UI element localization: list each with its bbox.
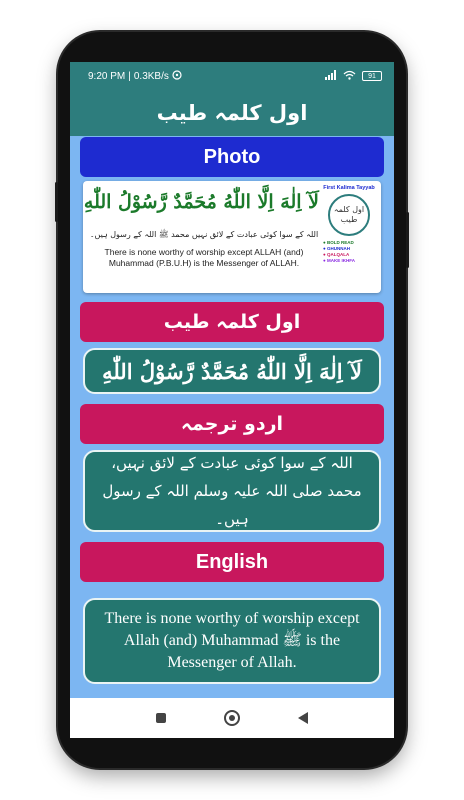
urdu-header (80, 404, 384, 444)
battery-icon (362, 71, 382, 81)
back-button[interactable] (298, 712, 308, 724)
photo-header-label: Photo (203, 145, 261, 168)
app-screen (70, 62, 394, 738)
legend-item: ● MAKE IKHFA (323, 258, 355, 263)
kalima-header-label: اول کلمہ طیب (163, 311, 301, 333)
legend-item: ● QALQALA (323, 252, 350, 257)
app-title: اول کلمہ طیب (156, 101, 308, 125)
photo-side-title: First Kalima Tayyab (323, 185, 375, 191)
urdu-card (83, 450, 381, 532)
kalima-header (80, 302, 384, 342)
urdu-translation: اللہ کے سوا کوئی عبادت کے لائق نہیں، محمد صلی اللہ علیہ وسلم اللہ کے رسول ہیں۔ (102, 454, 362, 528)
photo-side-panel (321, 185, 377, 289)
photo-side-badge-text: اول کلمہ طیب (333, 205, 365, 224)
urdu-header-label: اردو ترجمہ (180, 413, 284, 435)
english-header (80, 542, 384, 582)
photo-arabic-text: لَآ اِلٰهَ اِلَّا اللّٰهُ مُحَمَّدٌ رَّسُوْلُ اللّٰهِ (83, 191, 319, 213)
whatsapp-icon (172, 70, 182, 83)
photo-header (80, 137, 384, 177)
signal-icon (325, 70, 337, 83)
legend-item: ● GHUNNAH (323, 246, 350, 251)
network-speed: 0.3KB/s (133, 70, 169, 82)
kalima-card (83, 348, 381, 394)
power-button (406, 212, 409, 268)
recents-button[interactable] (156, 713, 166, 723)
photo-english-text: There is none worthy of worship except ALLAH (and) Muhammad (P.B.U.H) is the Messenger of ALLAH. (104, 247, 304, 268)
kalima-text: لَآ اِلٰهَ اِلَّا اللّٰهُ مُحَمَّدٌ رَّسُوْلُ اللّٰهِ (102, 358, 362, 384)
volume-button (55, 182, 58, 222)
status-time: 9:20 PM (88, 70, 126, 82)
battery-level: 91 (368, 72, 376, 80)
wifi-icon (343, 70, 356, 83)
photo-side-badge (328, 194, 370, 236)
home-dot-icon (229, 715, 235, 721)
english-card (83, 598, 381, 684)
english-translation: There is none worthy of worship except Allah (and) Muhammad ﷺ is the Messenger of Allah. (104, 610, 360, 671)
home-button[interactable] (224, 710, 240, 726)
english-header-label: English (195, 550, 269, 573)
scroll-content[interactable] (70, 136, 394, 698)
status-bar (70, 62, 394, 90)
kalima-photo[interactable] (83, 181, 381, 293)
app-bar (70, 90, 394, 136)
nav-bar (70, 698, 394, 738)
photo-urdu-text: اللہ کے سوا کوئی عبادت کے لائق نہیں محمد ﷺ اللہ کے رسول ہیں۔ (89, 230, 319, 239)
photo-legend (321, 240, 377, 264)
separator: | (128, 70, 131, 82)
legend-item: ● BOLD READ (323, 240, 354, 245)
